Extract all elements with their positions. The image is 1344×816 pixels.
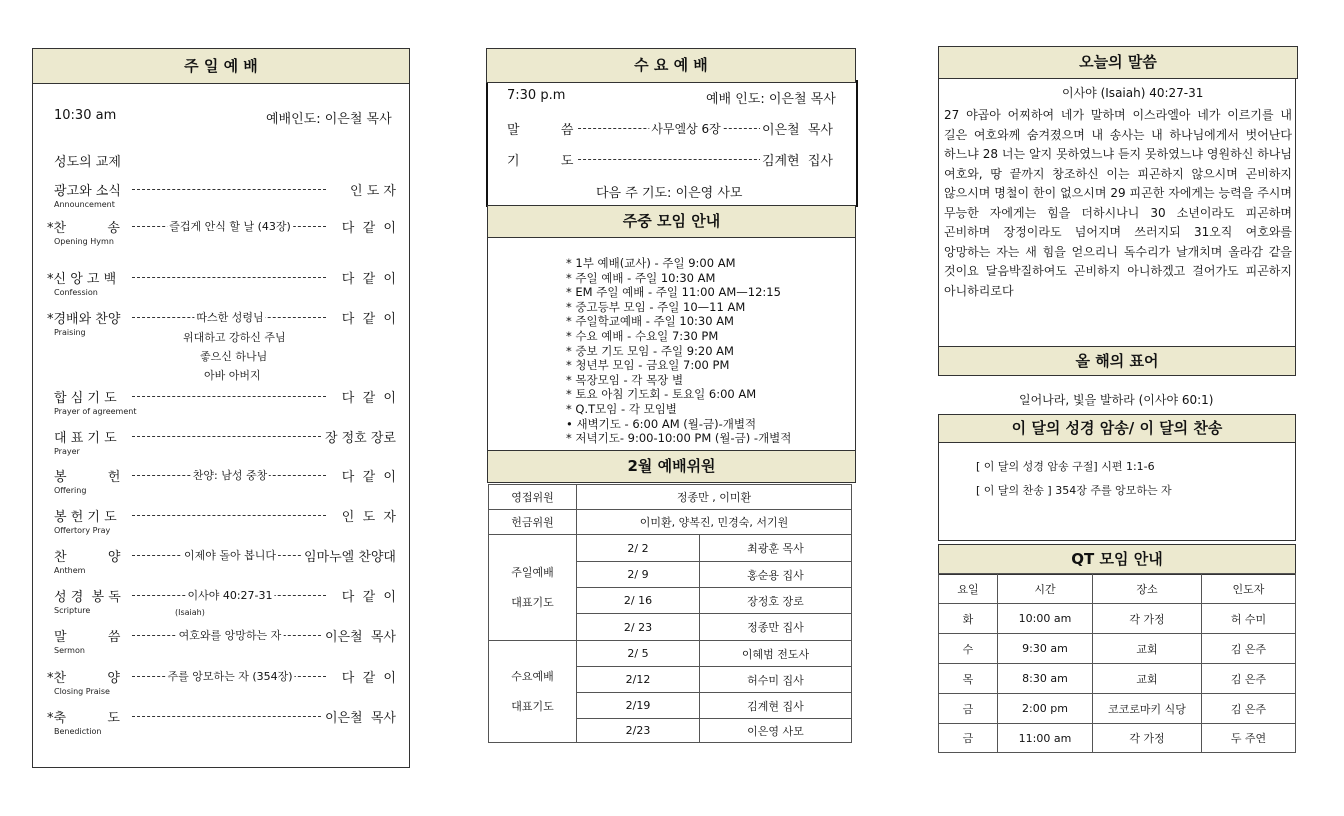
qt-cell: 10:00 am <box>998 604 1093 634</box>
service-item-leader: 다 같 이 <box>339 586 396 605</box>
qt-cell: 화 <box>939 604 998 634</box>
meeting-item: * 청년부 모임 - 금요일 7:00 PM <box>566 358 730 373</box>
service-item-english: Offering <box>54 486 87 495</box>
meeting-item: * 수요 예배 - 수요일 7:30 PM <box>566 329 719 343</box>
service-item-leader: 인 도 자 <box>339 506 396 525</box>
bullet-icon: * <box>566 402 576 416</box>
service-item-detail: 여호와를 앙망하는 자 <box>178 629 282 642</box>
sunday-date: 2/ 2 <box>577 535 700 562</box>
meeting-item: * Q.T모임 - 각 모임별 <box>566 402 677 416</box>
qt-cell: 김 은주 <box>1202 634 1296 664</box>
qt-cell: 교회 <box>1093 634 1202 664</box>
meeting-item: * 주일 예배 - 주일 10:30 AM <box>566 270 716 285</box>
service-item-label: 성 경 봉 독 <box>54 586 125 605</box>
wed-date: 2/23 <box>577 719 700 743</box>
sunday-leader: 예배인도: 이은철 목사 <box>266 112 392 127</box>
qt-header-leader: 인도자 <box>1202 574 1296 604</box>
service-item-english: Prayer of agreement <box>54 407 137 416</box>
qt-cell: 각 가정 <box>1093 604 1202 634</box>
qt-cell: 목 <box>939 664 998 694</box>
wednesday-item-leader: 이은철 목사 <box>760 119 833 138</box>
service-item-english: Praising <box>54 328 86 337</box>
sunday-title: 주 일 예 배 <box>32 48 410 84</box>
wednesday-item-label: 말 씀 <box>507 119 576 138</box>
qt-cell: 금 <box>939 694 998 724</box>
service-item-label: 합 심 기 도 <box>54 387 121 406</box>
sunday-time: 10:30 am <box>54 108 117 123</box>
service-item-detail: 주를 앙모하는 자 (354장) <box>167 670 293 683</box>
motto-text: 일어나라, 빛을 발하라 (이사야 60:1) <box>1019 393 1214 407</box>
dash-leader <box>568 159 772 160</box>
dash-leader <box>132 716 326 717</box>
qt-cell: 허 수미 <box>1202 604 1296 634</box>
service-item-label: 대 표 기 도 <box>54 427 121 446</box>
sunday-prayer-label-1: 주일예배 <box>511 565 554 579</box>
bullet-icon: * <box>566 270 576 285</box>
service-item-english: Benediction <box>54 727 102 736</box>
wed-name: 이혜범 전도사 <box>700 641 852 667</box>
bullet-icon: * <box>566 387 576 402</box>
service-item-leader: 이은철 목사 <box>322 626 396 645</box>
sunday-prayer-label-2: 대표기도 <box>511 595 554 609</box>
scripture-sub: (Isaiah) <box>175 608 205 617</box>
qt-cell: 금 <box>939 724 998 753</box>
service-item-english: Sermon <box>54 646 85 655</box>
qt-cell: 8:30 am <box>998 664 1093 694</box>
sunday-name: 정종만 집사 <box>700 614 852 641</box>
meeting-item: * EM 주일 예배 - 주일 11:00 AM—12:15 <box>566 285 781 300</box>
dash-leader <box>132 277 326 278</box>
service-item-english: Announcement <box>54 200 115 209</box>
qt-header-day: 요일 <box>939 574 998 604</box>
sunday-date: 2/ 9 <box>577 562 700 588</box>
service-item-detail: 따스한 성령님 <box>196 311 264 324</box>
qt-table <box>938 573 1296 753</box>
service-item-leader: 다 같 이 <box>339 387 396 406</box>
qt-cell: 김 은주 <box>1202 694 1296 724</box>
service-item-label: *신 앙 고 백 <box>47 268 120 287</box>
memory-verse: [ 이 달의 성경 암송 구절] 시편 1:1-6 <box>976 460 1155 473</box>
bullet-icon: * <box>566 329 576 343</box>
service-item-detail: 찬양: 남성 중창 <box>192 469 268 482</box>
service-item-english: Opening Hymn <box>54 237 114 246</box>
service-item-leader: 다 같 이 <box>339 217 396 236</box>
service-item-english: Anthem <box>54 566 86 575</box>
service-item-leader: 다 같 이 <box>339 466 396 485</box>
service-item-leader: 임마누엘 찬양대 <box>301 546 396 565</box>
sunday-name: 홍순용 집사 <box>700 562 852 588</box>
meeting-item: * 목장모임 - 각 목장 별 <box>566 372 684 387</box>
wed-prayer-label-2: 대표기도 <box>511 699 554 713</box>
service-item-label: *찬 송 <box>47 217 124 236</box>
service-item-leader: 이은철 목사 <box>322 707 396 726</box>
service-item-label: *찬 양 <box>47 667 124 686</box>
service-item-leader: 장 정호 장로 <box>322 427 396 446</box>
service-item-english: Confession <box>54 288 98 297</box>
qt-cell: 2:00 pm <box>998 694 1093 724</box>
service-item-label: 찬 양 <box>54 546 124 565</box>
service-item-label: 봉 헌 기 도 <box>54 506 121 525</box>
wed-name: 이은영 사모 <box>700 719 852 743</box>
memory-hymn: [ 이 달의 찬송 ] 354장 주를 앙모하는 자 <box>976 484 1172 497</box>
service-item-leader: 인 도 자 <box>347 180 396 199</box>
meeting-item: • 새벽기도 - 6:00 AM (월-금)-개별적 <box>566 416 757 431</box>
qt-cell: 9:30 am <box>998 634 1093 664</box>
dash-leader <box>132 396 326 397</box>
service-item-english: Prayer <box>54 447 80 456</box>
qt-cell: 각 가정 <box>1093 724 1202 753</box>
word-title: 오늘의 말씀 <box>938 46 1298 79</box>
wednesday-time: 7:30 p.m <box>507 88 566 103</box>
wed-name: 허수미 집사 <box>700 667 852 693</box>
wednesday-next-prayer: 다음 주 기도: 이은영 사모 <box>596 186 743 201</box>
wednesday-title: 수 요 예 배 <box>486 48 856 83</box>
service-item-detail: 이제야 돌아 봅니다 <box>183 549 277 562</box>
service-item-label: 말 씀 <box>54 626 124 645</box>
sunday-prayer-label <box>489 535 577 641</box>
memory-title: 이 달의 성경 암송/ 이 달의 찬송 <box>938 414 1296 443</box>
meeting-item: * 1부 예배(교사) - 주일 9:00 AM <box>566 256 736 270</box>
bullet-icon: • <box>566 416 577 431</box>
committee-title: 2월 예배위원 <box>487 450 856 483</box>
qt-cell: 11:00 am <box>998 724 1093 753</box>
wednesday-item-leader: 김계현 집사 <box>760 150 833 169</box>
sunday-section: 성도의 교제 <box>54 155 121 170</box>
wednesday-leader: 예배 인도: 이은철 목사 <box>706 92 836 107</box>
sunday-name: 장정호 장로 <box>700 588 852 614</box>
sunday-date: 2/ 23 <box>577 614 700 641</box>
praise-song-3: 아바 아버지 <box>204 369 261 382</box>
dash-leader <box>132 436 326 437</box>
service-item-label: *축 도 <box>47 707 124 726</box>
service-item-label: *경배와 찬양 <box>47 308 124 327</box>
greeters-value: 정종만 , 이미환 <box>577 485 852 510</box>
meeting-item: * 중보 기도 모임 - 주일 9:20 AM <box>566 343 734 358</box>
bullet-icon: * <box>566 314 576 329</box>
service-item-detail: 이사야 40:27-31 <box>187 589 273 602</box>
meeting-item: * 중고등부 모임 - 주일 10—11 AM <box>566 299 746 314</box>
service-item-label: 봉 헌 <box>54 466 124 485</box>
wed-prayer-label-1: 수요예배 <box>511 669 554 683</box>
praise-song-1: 위대하고 강하신 주님 <box>183 331 286 344</box>
bullet-icon: * <box>566 285 576 300</box>
service-item-english: Offertory Pray <box>54 526 111 535</box>
wed-date: 2/19 <box>577 693 700 719</box>
service-item-detail: 즐겁게 안식 할 날 (43장) <box>169 220 291 233</box>
bullet-icon: * <box>566 299 576 314</box>
motto-title: 올 해의 표어 <box>938 346 1296 376</box>
wed-prayer-label <box>489 641 577 743</box>
qt-cell: 교회 <box>1093 664 1202 694</box>
bullet-icon: * <box>566 343 576 358</box>
committee-table <box>488 484 852 743</box>
dash-leader <box>132 189 326 190</box>
qt-header-time: 시간 <box>998 574 1093 604</box>
service-item-english: Closing Praise <box>54 687 110 696</box>
word-text: 27 야곱아 어찌하여 네가 말하며 이스라엘아 네가 이르기를 내 길은 여호와께 숨겨졌으며 내 송사는 내 하나님에게서 벗어난다 하느냐 28 너는 알지 못하였느냐 듣지 못하였느냐 영원하신 하나님 여호와, 땅 끝까지 창조하신 이는 피곤하지 않으시며 곤비하지 않으시며 명철이 한이 없으시며 29 피곤한 자에게는 능력을 주시며 무능한 자에게는 힘을 더하시나니 30 소년이라도 피곤하며 곤비하며 장정이라도 넘어지며 쓰러지되 31오직 여호와를 앙망하는 자는 새 힘을 얻으리니 독수리가 날개치며 올라감 같을 것이요 달음박질하여도 곤비하지 아니하겠고 걸어가도 피곤하지 아니하리로다 <box>944 108 1292 298</box>
word-ref: 이사야 (Isaiah) 40:27-31 <box>1062 86 1204 100</box>
qt-cell: 두 주연 <box>1202 724 1296 753</box>
bullet-icon: * <box>566 431 576 446</box>
qt-header-place: 장소 <box>1093 574 1202 604</box>
wednesday-item-detail: 사무엘상 6장 <box>651 122 721 136</box>
sunday-date: 2/ 16 <box>577 588 700 614</box>
praise-song-2: 좋으신 하나님 <box>200 350 268 363</box>
wed-date: 2/ 5 <box>577 641 700 667</box>
qt-cell: 코코로마키 식당 <box>1093 694 1202 724</box>
greeters-label: 영접위원 <box>489 485 577 510</box>
meeting-item: * 주일학교예배 - 주일 10:30 AM <box>566 314 734 329</box>
meeting-item: * 토요 아침 기도회 - 토요일 6:00 AM <box>566 387 757 402</box>
meeting-item: * 저녁기도- 9:00-10:00 PM (월-금) -개별적 <box>566 431 792 446</box>
wed-date: 2/12 <box>577 667 700 693</box>
service-item-english: Scripture <box>54 606 91 615</box>
service-item-leader: 다 같 이 <box>339 308 396 327</box>
service-item-label: 광고와 소식 <box>54 180 125 199</box>
dash-leader <box>132 515 326 516</box>
wednesday-item-label: 기 도 <box>507 150 576 169</box>
qt-title: QT 모임 안내 <box>938 544 1296 575</box>
offering-label: 헌금위원 <box>489 510 577 535</box>
qt-cell: 수 <box>939 634 998 664</box>
sunday-name: 최광훈 목사 <box>700 535 852 562</box>
bullet-icon: * <box>566 256 576 270</box>
bullet-icon: * <box>566 372 576 387</box>
wed-name: 김계현 집사 <box>700 693 852 719</box>
meetings-title: 주중 모임 안내 <box>487 205 856 238</box>
service-item-leader: 다 같 이 <box>339 268 396 287</box>
bullet-icon: * <box>566 358 576 373</box>
qt-cell: 김 은주 <box>1202 664 1296 694</box>
offering-value: 이미환, 양복진, 민경숙, 서기원 <box>577 510 852 535</box>
service-item-leader: 다 같 이 <box>339 667 396 686</box>
